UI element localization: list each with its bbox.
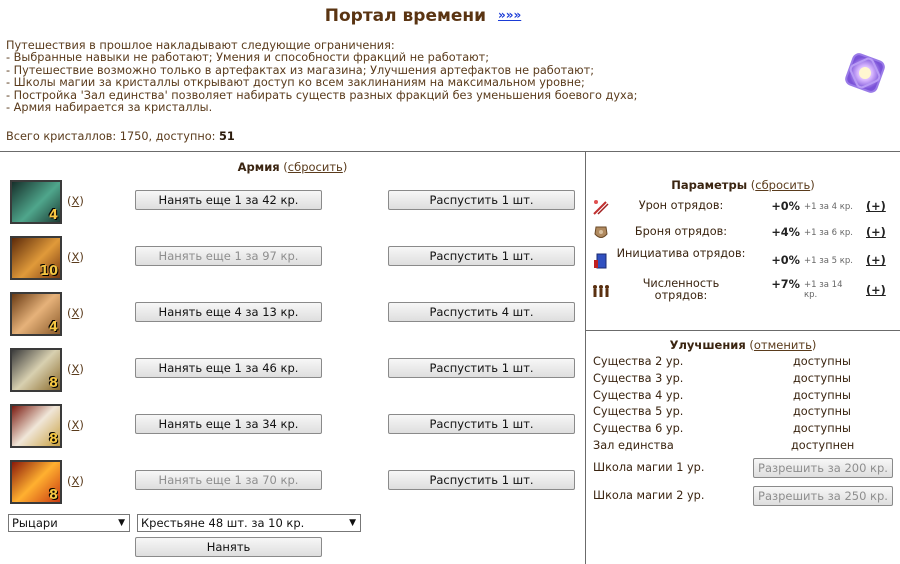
param-cost: +1 за 5 кр. [804,256,854,266]
param-value: +7% [771,278,800,291]
unlock-magic-school-button[interactable]: Разрешить за 200 кр. [753,458,893,478]
intro-line: - Постройка 'Зал единства' позволяет набирать существ разных фракций без уменьшения боевого духа; [6,88,638,102]
faction-select-value: Рыцари [12,516,58,530]
totals-available: 51 [219,130,235,143]
unit-count: 4 [48,320,58,335]
intro-line: Путешествия в прошлое накладывают следующие ограничения: [6,39,395,52]
intro-line: - Путешествие возможно только в артефактах из магазина; Улучшения артефактов не работают; [6,63,595,77]
unit-portrait[interactable] [10,460,62,504]
chevron-down-icon: ▼ [118,518,125,528]
unit-count: 8 [48,376,58,391]
params-reset-link[interactable]: сбросить [755,178,811,192]
dismiss-button[interactable]: Распустить 1 шт. [388,190,575,210]
hire-more-button[interactable]: Нанять еще 1 за 42 кр. [135,190,322,210]
param-cost: +1 за 4 кр. [804,202,854,212]
param-label: Урон отрядов: [638,199,724,212]
remove-unit-link[interactable]: (X) [67,362,84,376]
dismiss-button[interactable]: Распустить 1 шт. [388,470,575,490]
param-value: +4% [771,226,800,239]
remove-unit-link[interactable]: (X) [67,474,84,488]
title-more-link[interactable]: »»» [497,8,522,22]
param-row-armor [592,222,892,246]
page-title [0,6,846,26]
upgrades-title: Улучшения [669,338,746,352]
upgrade-name: Зал единства [593,439,674,452]
unit-portrait[interactable] [10,348,62,392]
hire-more-button[interactable]: Нанять еще 1 за 46 кр. [135,358,322,378]
hire-more-button[interactable]: Нанять еще 1 за 97 кр. [135,246,322,266]
upgrade-name: Существа 6 ур. [593,422,684,435]
params-header: Параметры (сбросить) [671,178,815,192]
intro-text [6,40,826,114]
chevron-down-icon: ▼ [349,518,356,528]
army-unit-row [10,236,580,282]
upgrade-name: Существа 2 ур. [593,355,684,368]
param-label: Броня отрядов: [634,225,728,238]
remove-unit-link[interactable]: (X) [67,306,84,320]
army-reset-link[interactable]: сбросить [287,160,343,174]
hire-button[interactable]: Нанять [135,537,322,557]
divider [0,151,900,152]
dismiss-button[interactable]: Распустить 1 шт. [388,358,575,378]
param-value: +0% [771,254,800,267]
totals-label: Всего кристаллов: 1750, доступно: [6,130,216,143]
army-header: Армия (сбросить) [237,160,348,174]
upgrade-status: доступны [793,355,851,368]
unit-portrait[interactable] [10,236,62,280]
upgrade-status: доступнен [791,439,855,452]
upgrades-header: Улучшения (отменить) [669,338,817,352]
unit-select-value: Крестьяне 48 шт. за 10 кр. [141,516,305,530]
crystal-totals [6,130,235,143]
magic-school-name: Школа магии 2 ур. [593,489,705,502]
faction-select[interactable] [8,514,130,532]
initiative-icon [592,252,610,270]
remove-unit-link[interactable]: (X) [67,250,84,264]
unit-portrait[interactable] [10,404,62,448]
army-unit-row [10,460,580,506]
unit-portrait[interactable] [10,180,62,224]
param-cost: +1 за 14 кр. [804,280,843,300]
unit-portrait[interactable] [10,292,62,336]
param-increase-link[interactable]: (+) [866,200,886,213]
damage-icon [592,198,610,216]
divider [585,152,586,564]
params-title: Параметры [671,178,748,192]
param-row-damage [592,196,892,220]
hire-more-button[interactable]: Нанять еще 4 за 13 кр. [135,302,322,322]
unlock-magic-school-button[interactable]: Разрешить за 250 кр. [753,486,893,506]
divider [586,330,900,331]
hire-more-button[interactable]: Нанять еще 1 за 34 кр. [135,414,322,434]
upgrade-name: Существа 5 ур. [593,405,684,418]
army-unit-row [10,404,580,450]
upgrade-status: доступны [793,389,851,402]
upgrade-status: доступны [793,405,851,418]
armor-icon [592,224,610,242]
param-increase-link[interactable]: (+) [866,254,886,267]
intro-line: - Школы магии за кристаллы открывают доступ ко всем заклинаниям на максимальном уровне; [6,76,585,90]
troops-icon [592,282,610,300]
dismiss-button[interactable]: Распустить 1 шт. [388,414,575,434]
param-increase-link[interactable]: (+) [866,284,886,297]
dismiss-button[interactable]: Распустить 4 шт. [388,302,575,322]
param-row-initiative [592,248,892,276]
param-row-troops [592,278,892,306]
page-title-text: Портал времени [324,6,487,26]
remove-unit-link[interactable]: (X) [67,418,84,432]
unit-count: 8 [48,432,58,447]
unit-count: 8 [48,488,58,503]
time-portal-crystal-icon [844,52,886,94]
intro-line: - Армия набирается за кристаллы. [6,101,213,115]
magic-school-name: Школа магии 1 ур. [593,461,705,474]
unit-select[interactable] [137,514,361,532]
upgrade-status: доступны [793,372,851,385]
upgrades-cancel-link[interactable]: отменить [753,338,812,352]
unit-count: 10 [39,264,58,279]
army-unit-row [10,348,580,394]
upgrade-status: доступны [793,422,851,435]
army-title: Армия [237,160,280,174]
remove-unit-link[interactable]: (X) [67,194,84,208]
intro-line: - Выбранные навыки не работают; Умения и способности фракций не работают; [6,51,490,65]
param-label: Численность отрядов: [642,277,720,302]
param-label: Инициатива отрядов: [616,247,746,260]
hire-more-button[interactable]: Нанять еще 1 за 70 кр. [135,470,322,490]
unit-count: 4 [48,208,58,223]
param-cost: +1 за 6 кр. [804,228,854,238]
upgrade-name: Существа 3 ур. [593,372,684,385]
param-value: +0% [771,200,800,213]
param-increase-link[interactable]: (+) [866,226,886,239]
army-unit-row [10,292,580,338]
army-unit-row [10,180,580,226]
dismiss-button[interactable]: Распустить 1 шт. [388,246,575,266]
upgrade-name: Существа 4 ур. [593,389,684,402]
